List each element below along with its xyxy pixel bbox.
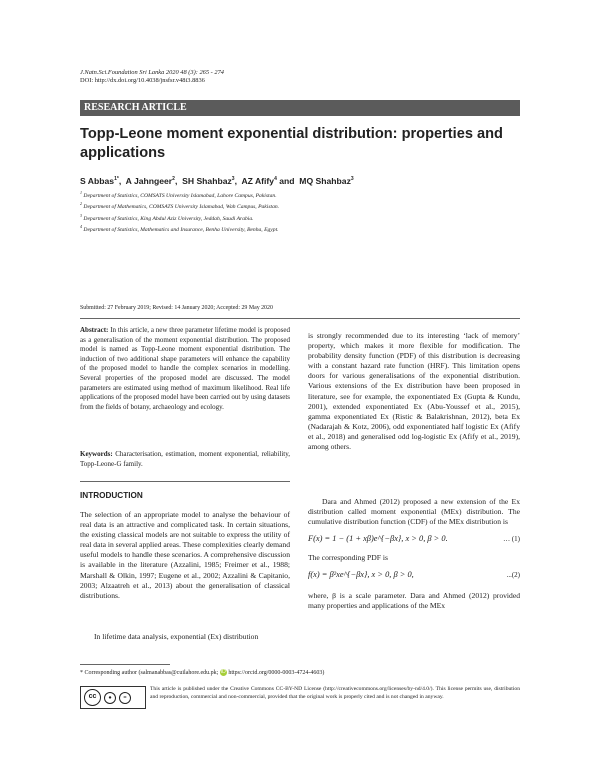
- no-derivatives-icon: =: [119, 692, 131, 704]
- doi-link[interactable]: DOI: http://dx.doi.org/10.4038/jnsfsr.v48i3.8836: [80, 77, 205, 84]
- body-paragraph: The corresponding PDF is: [308, 553, 388, 563]
- abstract-text: In this article, a new three parameter lifetime model is proposed as a generalisation of the moment exponential distribution. The proposed model is named as Topp-Leone moment exponential distribution. The induction of two additional shape parameters will enhance the capability of the proposed model to handle the complex scenarios in modelling. Several properties of the proposed model are discussed. The model parameters are estimated using method of maximum likelihood. Real life applications of the proposed model have been carried out by using datasets from the fields of botany, archaeology and ecology.: [80, 326, 290, 411]
- section-heading: INTRODUCTION: [80, 491, 143, 500]
- equation-2: [308, 570, 520, 582]
- attribution-icon: ●: [104, 692, 116, 704]
- keywords: [80, 450, 290, 469]
- body-paragraph: is strongly recommended due to its interesting ‘lack of memory’ property, which makes it more flexible for modification. The probability density function (PDF) of this distribution is decreasing with a constant hazard rate function (HRF). This limitation opens doors for various generalisations of the exponential distribution. Various extensions of the Ex distribution have been proposed in literature, see for example, the exponentiated Ex (Gupta & Kundu, 2001), extended exponentiated Ex (Abu-Youssef et al., 2015), gamma exponentiated Ex (Ristic & Balakrishnan, 2012), beta Ex (Nadarajah & Kotz, 2006), odd exponentiated half logistic Ex (Afify et al., 2018) and generalised odd log-logistic Ex (Afify et al., 2019), among others.: [308, 331, 520, 452]
- orcid-icon: iD: [220, 669, 226, 675]
- author: MQ Shahbaz$^3$: [299, 176, 354, 186]
- author: SH Shahbaz$^3$,: [182, 176, 237, 186]
- affiliation: $^1$ Department of Statistics, COMSATS University Islamabad, Lahore Campus, Pakistan.: [80, 190, 277, 199]
- abstract-label: Abstract:: [80, 326, 109, 334]
- body-paragraph: where, β is a scale parameter. Dara and Ahmed (2012) provided many properties and applications of the MEx: [308, 591, 520, 611]
- equation-number: … (1): [503, 535, 520, 544]
- affiliation-list: [80, 189, 279, 235]
- keywords-label: Keywords:: [80, 450, 113, 458]
- license-text: This article is published under the Creative Commons CC-BY-ND License (http://creativecommons.org/licenses/by-nd/4.0/). This license permits use, distribution and reproduction, commercial and non-commercial, provided that the original work is properly cited and is not changed in anyway.: [150, 686, 520, 700]
- author: AZ Afify$^4$ and: [241, 176, 295, 186]
- affiliation: $^4$ Department of Statistics, Mathematics and Insurance, Benha University, Benha, Egypt.: [80, 224, 279, 234]
- submission-dates: Submitted: 27 February 2019; Revised: 14 January 2020; Accepted: 29 May 2020: [80, 305, 273, 311]
- author: S Abbas$^{1*}$,: [80, 176, 122, 186]
- cc-license-badge[interactable]: [80, 686, 146, 709]
- footnote-rule: [80, 664, 170, 665]
- cc-icon: cc: [84, 689, 101, 706]
- keywords-text: Characterisation, estimation, moment exponential, reliability, Topp-Leone-G family.: [80, 450, 291, 468]
- body-paragraph: Dara and Ahmed (2012) proposed a new extension of the Ex distribution called moment exponential (MEx) distribution. The cumulative distribution function (CDF) of the MEx distribution is: [308, 497, 520, 527]
- intro-paragraph: The selection of an appropriate model to analyse the behaviour of real data is an attractive and complicated task. In certain situations, the existing classical models are not suitable to express the utility of real data in several applied areas. These complexities clearly demand useful models to handle these scenarios. A comprehensive discussion is available in the literature (Azzalini, 1985; Freimer et al., 1988; Marshall & Olkin, 1997; Eugene et al., 2002; Azzalini & Capitanio, 2003; Alzaatreh et al., 2013) about the generalisation of classical distributions.: [80, 510, 290, 600]
- author-list: [80, 176, 354, 186]
- orcid-link[interactable]: https://orcid.org/0000-0003-4724-4603): [228, 669, 325, 676]
- body-section: [308, 497, 520, 612]
- paper-title: Topp-Leone moment exponential distribution: properties and applications: [80, 126, 503, 161]
- author: A Jahngeer$^2$,: [125, 176, 178, 186]
- intro-paragraph: In lifetime data analysis, exponential (Ex) distribution: [94, 632, 259, 641]
- equation-1: [308, 534, 520, 546]
- abstract: [80, 326, 290, 412]
- equation-text: f(x) = β²xe^{−βx}, x > 0, β > 0,: [308, 570, 414, 580]
- journal-citation: J.Natn.Sci.Foundation Sri Lanka 2020 48 (3): 265 - 274: [80, 69, 224, 76]
- divider: [80, 481, 290, 482]
- affiliation: $^2$ Department of Mathematics, COMSATS University Islamabad, Wah Campus, Pakistan.: [80, 201, 280, 211]
- affiliation: $^3$ Department of Statistics, King Abdul Aziz University, Jeddah, Saudi Arabia.: [80, 212, 254, 222]
- divider: [80, 318, 520, 319]
- section-label-bar: [80, 100, 520, 116]
- equation-number: ...(2): [506, 571, 520, 580]
- section-label: RESEARCH ARTICLE: [84, 102, 187, 113]
- corresponding-author-footnote: * Corresponding author (salmanabbas@cuilahore.edu.pk; iD https://orcid.org/0000-0003-4724-4603): [80, 669, 325, 676]
- equation-text: F(x) = 1 − (1 + xβ)e^{−βx}, x > 0, β > 0.: [308, 534, 448, 544]
